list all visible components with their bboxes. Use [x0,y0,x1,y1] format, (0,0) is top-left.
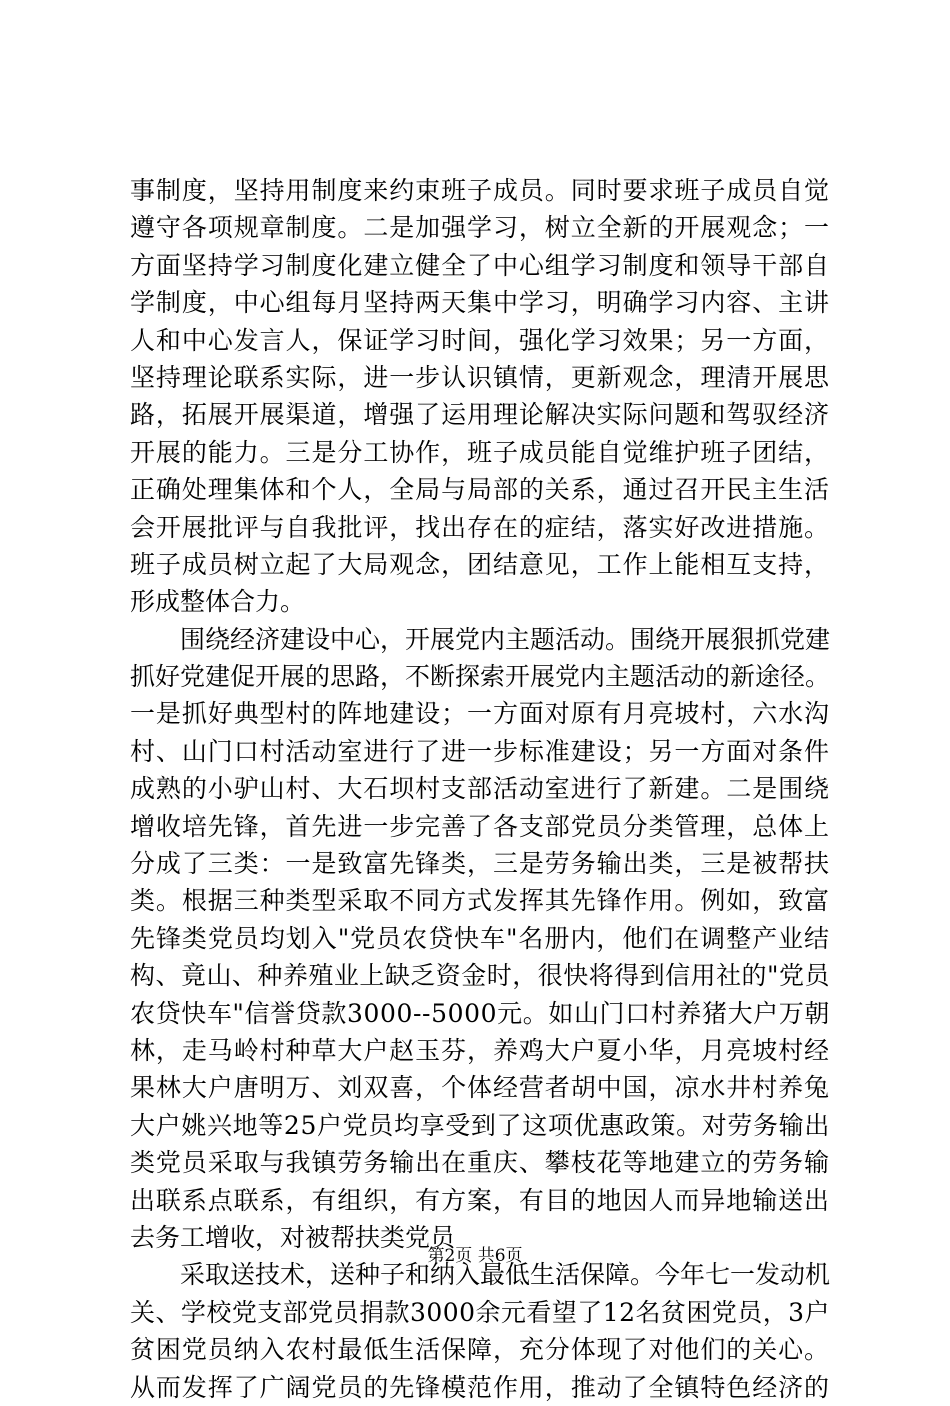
text-line: 类党员采取与我镇劳务输出在重庆、攀枝花等地建立的劳务输 [130,1148,830,1178]
text-line: 贫困党员纳入农村最低生活保障，充分体现了对他们的关心。 [130,1335,830,1365]
text-line: 围绕经济建设中心，开展党内主题活动。围绕开展狠抓党建 [180,624,830,654]
text-line: 正确处理集体和个人，全局与局部的关系，通过召开民主生活 [130,475,830,505]
text-line: 去务工增收，对被帮扶类党员 [130,1222,456,1252]
text-line: 类。根据三种类型采取不同方式发挥其先锋作用。例如，致富 [130,886,830,916]
text-line: 从而发挥了广阔党员的先锋模范作用，推动了全镇特色经济的 [130,1372,830,1402]
text-line: 林，走马岭村种草大户赵玉芬，养鸡大户夏小华，月亮坡村经 [130,1035,830,1065]
text-line: 关、学校党支部党员捐款3000余元看望了12名贫困党员，3户 [130,1297,830,1327]
text-line: 采取送技术，送种子和纳入最低生活保障。今年七一发动机 [180,1260,830,1290]
text-line: 学制度，中心组每月坚持两天集中学习，明确学习内容、主讲 [130,288,830,318]
text-line: 先锋类党员均划入"党员农贷快车"名册内，他们在调整产业结 [130,923,830,953]
page-footer: 第2页 共6页 [427,1246,523,1266]
text-line: 开展的能力。三是分工协作，班子成员能自觉维护班子团结， [130,437,830,467]
text-line: 大户姚兴地等25户党员均享受到了这项优惠政策。对劳务输出 [130,1110,830,1140]
document-body [130,172,830,1406]
text-line: 出联系点联系，有组织，有方案，有目的地因人而异地输送出 [130,1185,830,1215]
text-line: 分成了三类：一是致富先锋类，三是劳务输出类，三是被帮扶 [130,849,830,879]
text-line: 路，拓展开展渠道，增强了运用理论解决实际问题和驾驭经济 [130,400,830,430]
text-line: 遵守各项规章制度。二是加强学习，树立全新的开展观念；一 [130,213,830,243]
text-line: 增收培先锋，首先进一步完善了各支部党员分类管理，总体上 [130,811,830,841]
text-line: 果林大户唐明万、刘双喜，个体经营者胡中国，凉水井村养兔 [130,1073,830,1103]
text-line: 村、山门口村活动室进行了进一步标准建设；另一方面对条件 [130,736,830,766]
text-line: 会开展批评与自我批评，找出存在的症结，落实好改进措施。 [130,512,830,542]
text-line: 坚持理论联系实际，进一步认识镇情，更新观念，理清开展思 [130,362,830,392]
text-line: 形成整体合力。 [130,587,306,617]
text-line: 农贷快车"信誉贷款3000--5000元。如山门口村养猪大户万朝 [130,998,830,1028]
text-line: 成熟的小驴山村、大石坝村支部活动室进行了新建。二是围绕 [130,774,830,804]
text-line: 方面坚持学习制度化建立健全了中心组学习制度和领导干部自 [130,250,830,280]
text-line: 构、竟山、种养殖业上缺乏资金时，很快将得到信用社的"党员 [130,961,830,991]
text-line: 一是抓好典型村的阵地建设；一方面对原有月亮坡村，六水沟 [130,699,830,729]
text-line: 班子成员树立起了大局观念，团结意见，工作上能相互支持， [130,549,830,579]
text-line: 人和中心发言人，保证学习时间，强化学习效果；另一方面， [130,325,830,355]
text-line: 事制度，坚持用制度来约束班子成员。同时要求班子成员自觉 [130,176,830,205]
text-line: 抓好党建促开展的思路，不断探索开展党内主题活动的新途径。 [130,662,830,692]
